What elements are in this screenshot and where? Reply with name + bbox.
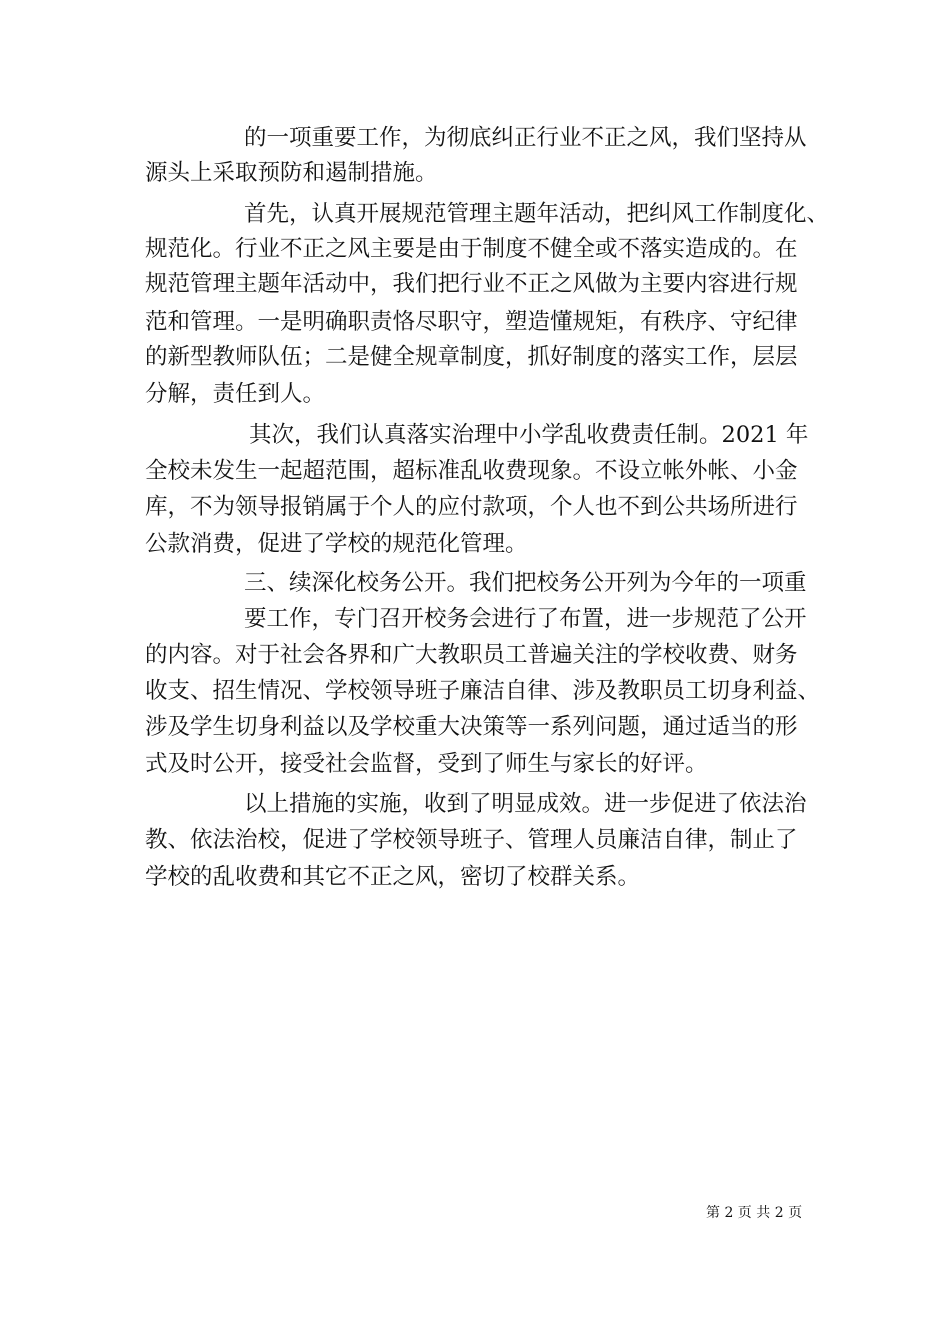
text-line: 首先，认真开展规范管理主题年活动，把纠风工作制度化、 <box>244 201 830 227</box>
text-line: 规范管理主题年活动中，我们把行业不正之风做为主要内容进行规 <box>145 271 798 297</box>
text-line: 以上措施的实施，收到了明显成效。进一步促进了依法治 <box>244 791 807 817</box>
text-line: 全校未发生一起超范围，超标准乱收费现象。不设立帐外帐、小金 <box>145 458 798 484</box>
text-line: 涉及学生切身利益以及学校重大决策等一系列问题，通过适当的形 <box>145 714 798 740</box>
text-line: 学校的乱收费和其它不正之风，密切了校群关系。 <box>145 864 641 890</box>
text-line: 要工作，专门召开校务会进行了布置，进一步规范了公开 <box>244 606 807 632</box>
text-line: 库，不为领导报销属于个人的应付款项，个人也不到公共场所进行 <box>145 494 798 520</box>
text-line: 三、续深化校务公开。我们把校务公开列为今年的一项重 <box>244 570 807 596</box>
text-line: 源头上采取预防和遏制措施。 <box>145 160 438 186</box>
page-number: 第 2 页 共 2 页 <box>706 1205 803 1221</box>
text-line: 的新型教师队伍；二是健全规章制度，抓好制度的落实工作，层层 <box>145 344 798 370</box>
text-line: 公款消费，促进了学校的规范化管理。 <box>145 531 528 557</box>
text-line: 的一项重要工作，为彻底纠正行业不正之风，我们坚持从 <box>244 125 807 151</box>
text-line: 教、依法治校，促进了学校领导班子、管理人员廉洁自律，制止了 <box>145 827 798 853</box>
text-line: 其次，我们认真落实治理中小学乱收费责任制。2021 年 <box>249 422 809 448</box>
text-line: 规范化。行业不正之风主要是由于制度不健全或不落实造成的。在 <box>145 236 798 262</box>
text-line: 分解，责任到人。 <box>145 381 326 407</box>
text-line: 式及时公开，接受社会监督，受到了师生与家长的好评。 <box>145 751 708 777</box>
text-line: 收支、招生情况、学校领导班子廉洁自律、涉及教职员工切身利益、 <box>145 678 821 704</box>
text-line: 的内容。对于社会各界和广大教职员工普遍关注的学校收费、财务 <box>145 642 798 668</box>
text-line: 范和管理。一是明确职责恪尽职守，塑造懂规矩，有秩序、守纪律 <box>145 309 798 335</box>
